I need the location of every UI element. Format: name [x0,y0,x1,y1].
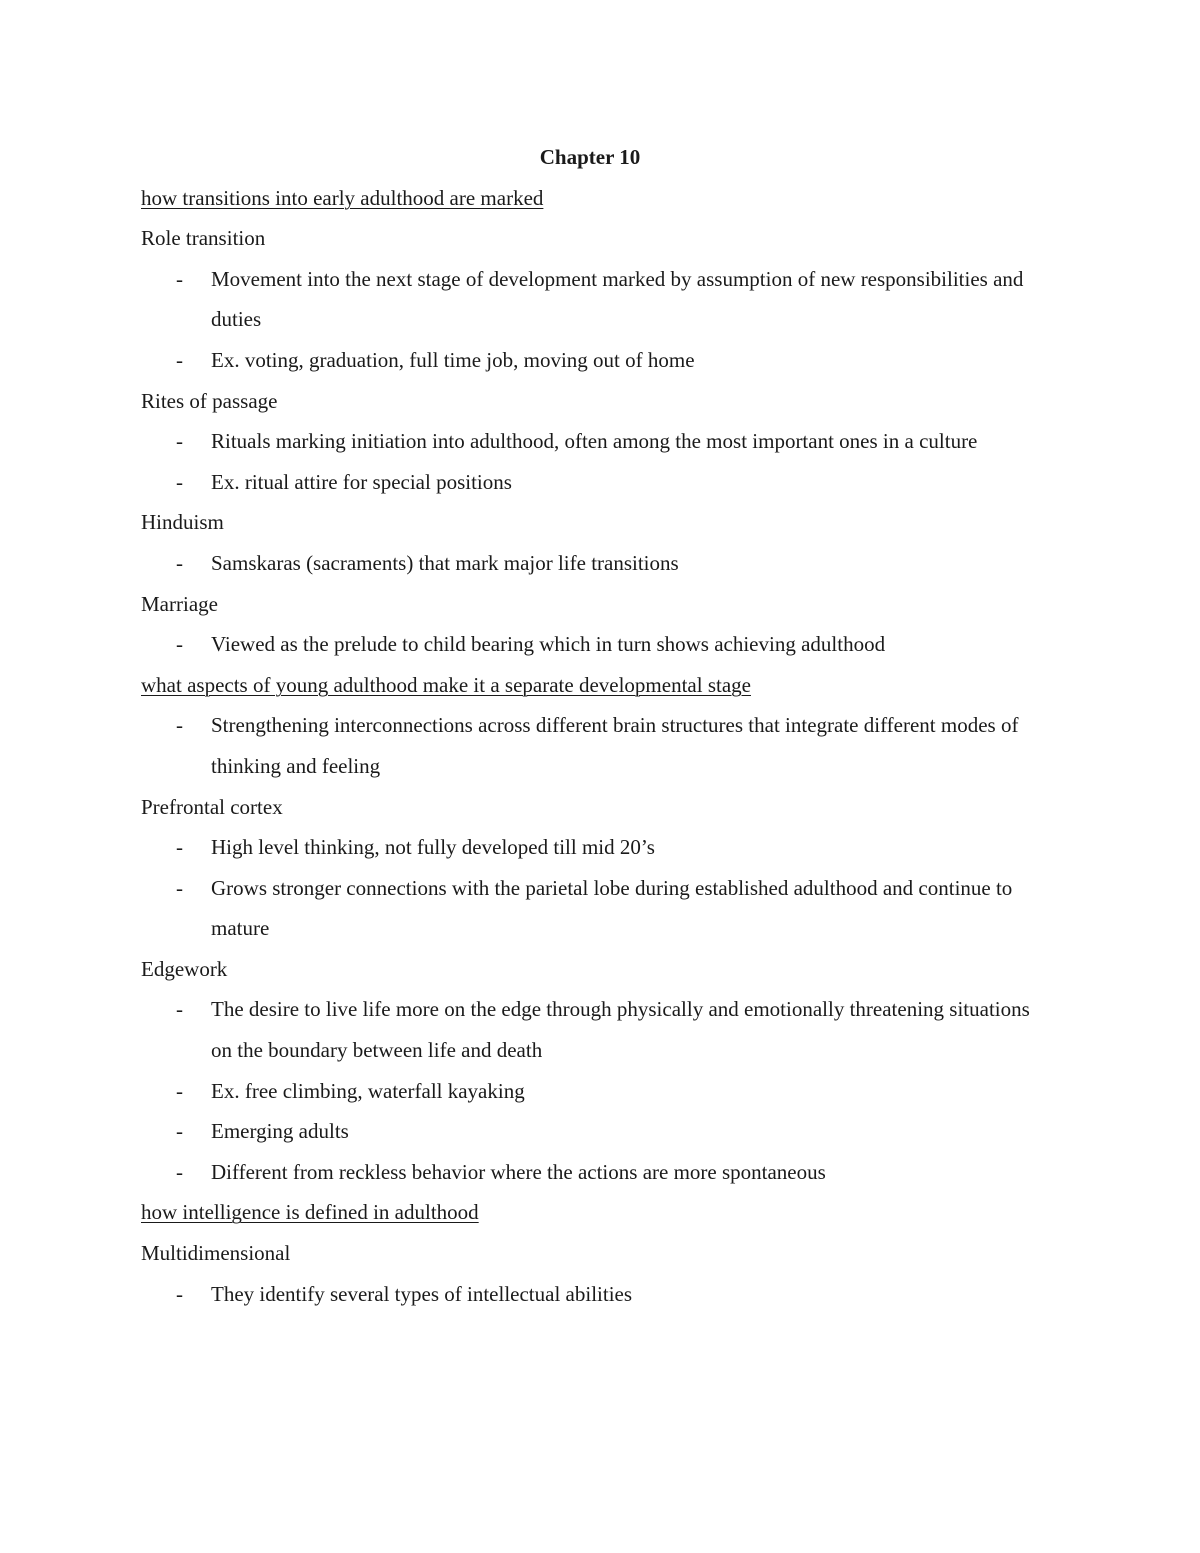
topic-term: Rites of passage [141,388,278,413]
topic-term: Edgework [141,956,228,981]
bullet-item [141,340,1041,381]
bullet-dash: - [176,713,183,738]
bullet-dash: - [176,1078,183,1103]
bullet-dash: - [176,632,183,657]
bullet-text: Samskaras (sacraments) that mark major life transitions [211,550,679,575]
bullet-text: Ex. free climbing, waterfall kayaking [211,1078,525,1103]
document-page [141,137,1041,1314]
bullet-text: Movement into the next stage of development marked by assumption of new responsibilities and duties [211,266,1024,332]
bullet-text: The desire to live life more on the edge through physically and emotionally threatening situations on the boundary between life and death [211,997,1030,1063]
bullet-dash: - [176,835,183,860]
bullet-text: Rituals marking initiation into adulthood, often among the most important ones in a culture [211,429,978,454]
bullet-item [141,705,1041,786]
section-heading: what aspects of young adulthood make it a separate developmental stage [141,672,751,697]
bullet-text: High level thinking, not fully developed till mid 20’s [211,835,655,860]
topic-term: Multidimensional [141,1241,291,1266]
bullet-item [141,462,1041,503]
page-title: Chapter 10 [539,145,641,169]
section-heading: how transitions into early adulthood are marked [141,185,544,210]
bullet-item [141,1071,1041,1112]
bullet-text: Ex. ritual attire for special positions [211,469,512,494]
bullet-item [141,1111,1041,1152]
topic-term: Prefrontal cortex [141,794,283,819]
bullet-item [141,1152,1041,1193]
bullet-item [141,868,1041,949]
bullet-dash: - [176,347,183,372]
bullet-text: They identify several types of intellectual abilities [211,1281,633,1306]
bullet-dash: - [176,469,183,494]
bullet-item [141,1274,1041,1315]
topic-term: Marriage [141,591,218,616]
bullet-dash: - [176,1119,183,1144]
bullet-dash: - [176,266,183,291]
bullet-text: Emerging adults [211,1119,349,1144]
bullet-item [141,421,1041,462]
bullet-dash: - [176,429,183,454]
bullet-text: Strengthening interconnections across different brain structures that integrate different modes of thinking and feeling [211,713,1019,778]
bullet-dash: - [176,1281,183,1306]
section-heading: how intelligence is defined in adulthood [141,1200,479,1225]
topic-term: Hinduism [141,510,224,535]
topic-term: Role transition [141,226,266,251]
bullet-item [141,989,1041,1070]
bullet-dash: - [176,550,183,575]
bullet-text: Grows stronger connections with the parietal lobe during established adulthood and continue to mature [211,875,1013,941]
bullet-text: Different from reckless behavior where the actions are more spontaneous [211,1159,826,1184]
bullet-item [141,624,1041,665]
bullet-text: Viewed as the prelude to child bearing which in turn shows achieving adulthood [211,632,886,657]
bullet-dash: - [176,997,183,1022]
bullet-dash: - [176,1159,183,1184]
bullet-item [141,827,1041,868]
bullet-dash: - [176,875,183,900]
bullet-item [141,543,1041,584]
bullet-item [141,259,1041,340]
bullet-text: Ex. voting, graduation, full time job, moving out of home [211,347,695,372]
